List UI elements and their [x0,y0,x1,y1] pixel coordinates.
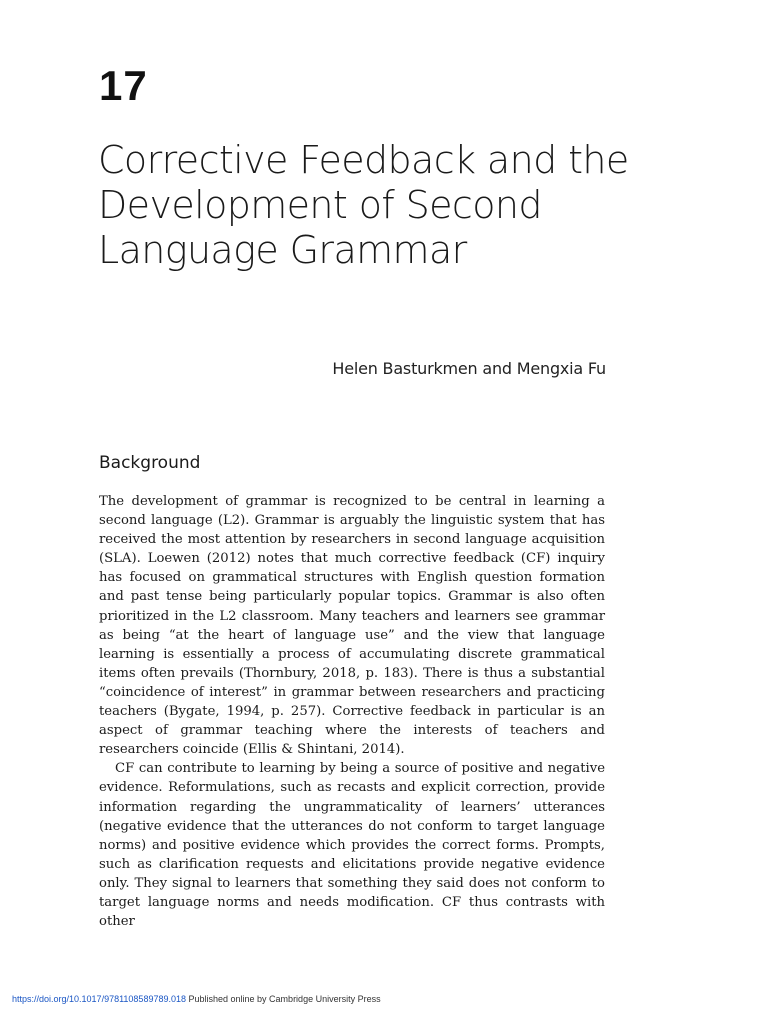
chapter-authors: Helen Basturkmen and Mengxia Fu [332,359,606,378]
body-text [99,492,605,931]
publisher-note: Published online by Cambridge University Press [188,994,381,1004]
doi-link[interactable]: https://doi.org/10.1017/9781108589789.018 [12,994,186,1004]
paragraph: CF can contribute to learning by being a source of positive and negative evidence. Reformulations, such as recasts and explicit correction, provide information regarding the ungrammaticality of learners’ utterances (negative evidence that the utterances do not conform to target language norms) and positive evidence which provides the correct forms. Prompts, such as clarification requests and elicitations provide negative evidence only. They signal to learners that something they said does not conform to target language norms and needs modification. CF thus contrasts with other [99,761,605,930]
paragraph: The development of grammar is recognized to be central in learning a second language (L2). Grammar is arguably the linguistic system that has received the most attention by researchers in second language acquisition (SLA). Loewen (2012) notes that much corrective feedback (CF) inquiry has focused on grammatical structures with English question formation and past tense being particularly popular topics. Grammar is also often prioritized in the L2 classroom. Many teachers and learners see grammar as being “at the heart of language use” and the view that language learning is essentially a process of accumulating discrete grammatical items often prevails (Thornbury, 2018, p. 183). There is thus a substantial “coincidence of interest” in grammar between researchers and practicing teachers (Bygate, 1994, p. 257). Corrective feedback in particular is an aspect of grammar teaching where the interests of teachers and researchers coincide (Ellis & Shintani, 2014). [99,494,605,758]
chapter-title: Corrective Feedback and the Development of Second Language Grammar [98,138,629,272]
page-footer [12,993,381,1005]
chapter-number: 17 [99,62,148,109]
section-heading: Background [99,453,201,473]
